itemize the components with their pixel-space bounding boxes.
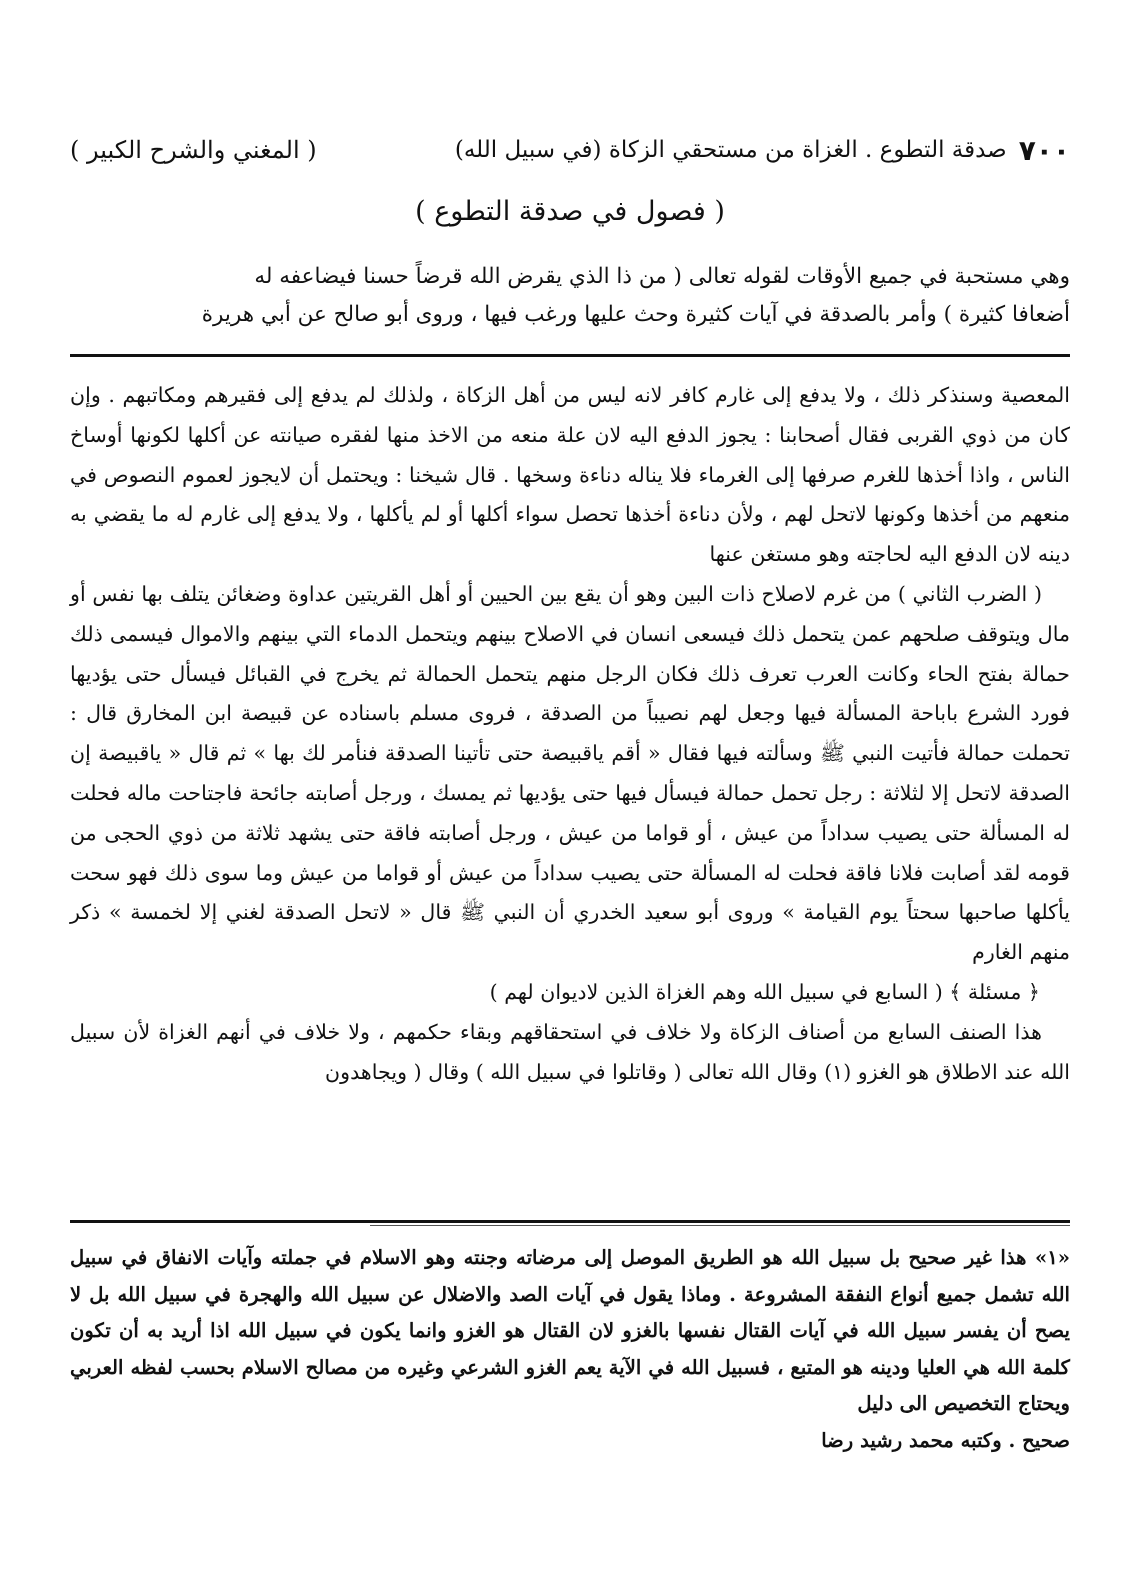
header-divider xyxy=(70,354,1070,357)
header-topic: صدقة التطوع . الغزاة من مستحقي الزكاة (في سبيل الله) xyxy=(454,137,1007,163)
masala-heading: ﴿ مسئلة ﴾ ( السابع في سبيل الله وهم الغزاة الذين لاديوان لهم ) xyxy=(489,979,1040,1004)
main-text xyxy=(70,376,1070,1092)
footnote-text: «١» هذا غير صحيح بل سبيل الله هو الطريق الموصل إلى مرضاته وجنته وهو الاسلام في جملته وآيات الانفاق في سبيل الله تشمل جميع أنواع النفقة المشروعة . وماذا يقول في آيات الصد والاضلال عن سبيل الله والهجرة في سبيل الله بل لا يصح أن يفسر سبيل الله في آيات القتال نفسها بالغزو لان القتال هو الغزو وانما يكون في سبيل الله اذا أريد به أن تكون كلمة الله هي العليا ودينه هو المتبع ، فسبيل الله في الآية يعم الغزو الشرعي وغيره من مصالح الاسلام بحسب لفظه العربي ويحتاج التخصيص الى دليل xyxy=(70,1246,1070,1415)
paragraph: هذا الصنف السابع من أصناف الزكاة ولا خلاف في استحقاقهم وبقاء حكمهم ، ولا خلاف في أنهم الغزاة لأن سبيل الله عند الاطلاق هو الغزو (١) وقال الله تعالى ( وقاتلوا في سبيل الله ) وقال ( ويجاهدون xyxy=(70,1019,1070,1084)
footnote-signature: صحيح . وكتبه محمد رشيد رضا xyxy=(821,1428,1070,1452)
running-header xyxy=(70,128,1070,172)
intro-line: وهي مستحبة في جميع الأوقات لقوله تعالى ( من ذا الذي يقرض الله قرضاً حسنا فيضاعفه له xyxy=(254,264,1070,289)
intro-line: أضعافا كثيرة ) وأمر بالصدقة في آيات كثيرة وحث عليها ورغب فيها ، وروى أبو صالح عن أبي هريرة xyxy=(201,302,1070,327)
paragraph: المعصية وسنذكر ذلك ، ولا يدفع إلى غارم كافر لانه ليس من أهل الزكاة ، ولذلك لم يدفع إلى فقيرهم ومكاتبهم . وإن كان من ذوي القربى فقال أصحابنا : يجوز الدفع اليه لان علة منعه من الاخذ منها لفقره صيانته عن أكلها لكونها أوساخ الناس ، واذا أخذها للغرم صرفها إلى الغرماء فلا يناله دناءة وسخها . قال شيخنا : ويحتمل أن لايجوز لعموم النصوص في منعهم من أخذها وكونها لاتحل لهم ، ولأن دناءة أخذها تحصل سواء أكلها أو لم يأكلها ، ولا يدفع إلى غارم له ما يقضي به دينه لان الدفع اليه لحاجته وهو مستغن عنها xyxy=(70,383,1070,567)
book-page xyxy=(70,118,1070,1518)
intro-text xyxy=(70,258,1070,334)
footnote xyxy=(70,1240,1070,1459)
page-number: ٧٠٠ xyxy=(1018,133,1070,167)
footnote-divider xyxy=(70,1220,1070,1223)
section-title: ( فصول في صدقة التطوع ) xyxy=(415,196,725,227)
book-title: ( المغني والشرح الكبير ) xyxy=(70,136,317,164)
paragraph: ( الضرب الثاني ) من غرم لاصلاح ذات البين وهو أن يقع بين الحيين أو أهل القريتين عداوة وضغائن يتلف بها نفس أو مال ويتوقف صلحهم عمن يتحمل ذلك فيسعى انسان في الاصلاح بينهم ويتحمل الدماء التي بينهم والاموال فيسمى ذلك حمالة بفتح الحاء وكانت العرب تعرف ذلك فكان الرجل منهم يتحمل الحمالة ثم يخرج في القبائل فيسأل حتى يؤديها فورد الشرع باباحة المسألة فيها وجعل لهم نصيباً من الصدقة ، فروى مسلم باسناده عن قبيصة ابن المخارق قال : تحملت حمالة فأتيت النبي ﷺ وسألته فيها فقال « أقم ياقبيصة حتى تأتينا الصدقة فنأمر لك بها » ثم قال « ياقبيصة إن الصدقة لاتحل إلا لثلاثة : رجل تحمل حمالة فيسأل فيها حتى يؤديها ثم يمسك ، ورجل أصابته جائحة فاجتاحت ماله فحلت له المسألة حتى يصيب سداداً من عيش ، أو قواما من عيش ، ورجل أصابته فاقة حتى يشهد ثلاثة من ذوي الحجى من قومه لقد أصابت فلانا فاقة فحلت له المسألة حتى يصيب سداداً من عيش أو قواما من عيش وما سوى ذلك فهو سحت يأكلها صاحبها سحتاً يوم القيامة » وروى أبو سعيد الخدري أن النبي ﷺ قال « لاتحل الصدقة لغني إلا لخمسة » ذكر منهم الغارم xyxy=(70,581,1070,965)
